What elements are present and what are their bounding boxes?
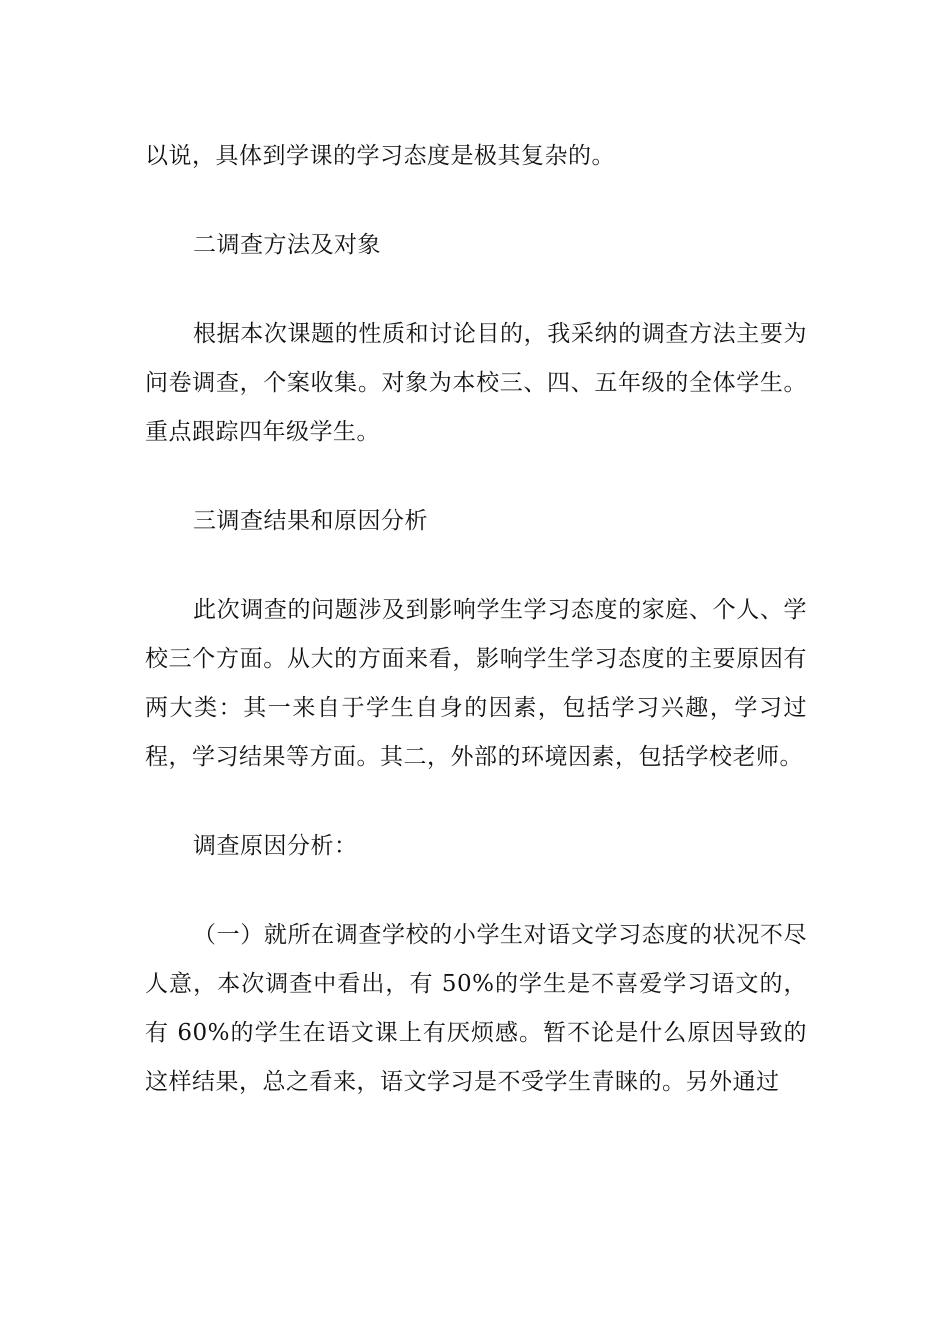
paragraph-results: 此次调查的问题涉及到影响学生学习态度的家庭、个人、学校三个方面。从大的方面来看，影响学生学习态度的主要原因有两大类：其一来自于学生自身的因素，包括学习兴趣，学习过程，学习结果等方面。其二，外部的环境因素，包括学校老师。 [145,597,807,770]
paragraph-analysis-one: （一）就所在调查学校的小学生对语文学习态度的状况不尽人意，本次调查中看出，有 50%的学生是不喜爱学习语文的，有 60%的学生在语文课上有厌烦感。暂不论是什么原因导致的这样结果，总之看来，语文学习是不受学生青睐的。另外通过 [145,922,807,1095]
section-heading-results: 三调查结果和原因分析 [193,508,428,534]
section-heading-analysis: 调查原因分析： [193,833,358,859]
section-heading-methods: 二调查方法及对象 [193,232,381,258]
paragraph-methods: 根据本次课题的性质和讨论目的，我采纳的调查方法主要为问卷调查，个案收集。对象为本校三、四、五年级的全体学生。重点跟踪四年级学生。 [145,321,807,445]
paragraph-continuation: 以说，具体到学课的学习态度是极其复杂的。 [145,143,615,169]
document-body [145,132,807,1107]
